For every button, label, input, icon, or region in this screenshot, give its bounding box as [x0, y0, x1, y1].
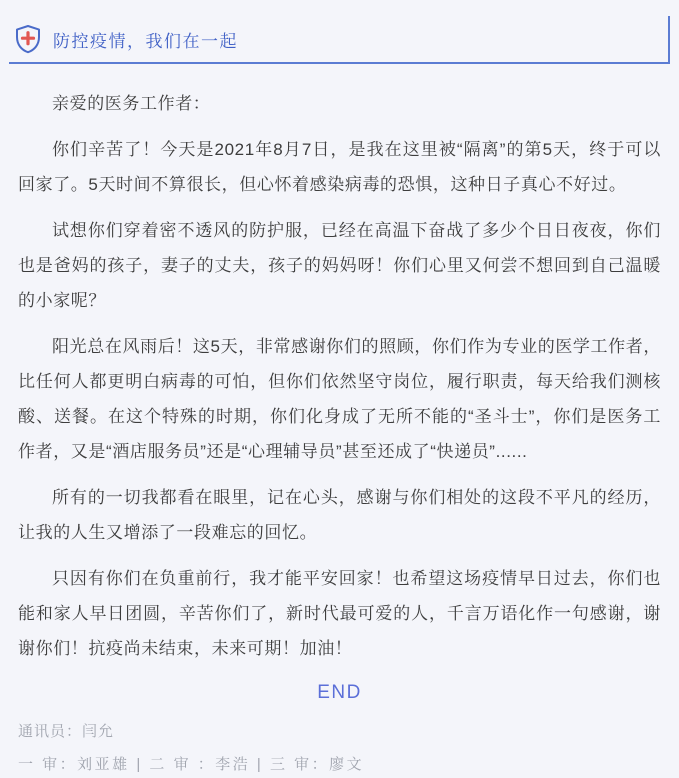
- page-title: 防控疫情，我们在一起: [53, 31, 238, 51]
- correspondent-line: 通讯员：闫允: [18, 723, 115, 740]
- reviewers-line: 一 审：刘亚雄 | 二 审 ：李浩 | 三 审：廖文: [18, 756, 365, 773]
- article-body: [0, 64, 679, 704]
- salutation-line: 亲爱的医务工作者：: [52, 94, 211, 113]
- article-header: [9, 0, 670, 64]
- paragraph-2: 试想你们穿着密不透风的防护服，已经在高温下奋战了多少个日日夜夜，你们也是爸妈的孩子，妻子的丈夫，孩子的妈妈呀！你们心里又何尝不想回到自己温暖的小家呢？: [18, 221, 661, 310]
- paragraph-5: 只因有你们在负重前行，我才能平安回家！也希望这场疫情早日过去，你们也能和家人早日团圆，辛苦你们了，新时代最可爱的人，千言万语化作一句感谢，谢谢你们！抗疫尚未结束，未来可期！加油！: [18, 569, 661, 658]
- shield-cross-icon: [14, 24, 42, 54]
- paragraph-4: 所有的一切我都看在眼里，记在心头，感谢与你们相处的这段不平凡的经历，让我的人生又增添了一段难忘的回忆。: [18, 488, 661, 542]
- paragraph-3: 阳光总在风雨后！这5天，非常感谢你们的照顾，你们作为专业的医学工作者，比任何人都更明白病毒的可怕，但你们依然坚守岗位，履行职责，每天给我们测核酸、送餐。在这个特殊的时期，你们化身成了无所不能的“圣斗士”，你们是医务工作者，又是“酒店服务员”还是“心理辅导员”甚至还成了“快递员”......: [18, 337, 661, 461]
- article-footer: [0, 720, 679, 774]
- paragraph-1: 你们辛苦了！今天是2021年8月7日，是我在这里被“隔离”的第5天，终于可以回家了。5天时间不算很长，但心怀着感染病毒的恐惧，这种日子真心不好过。: [18, 140, 661, 194]
- end-marker: END: [317, 682, 362, 703]
